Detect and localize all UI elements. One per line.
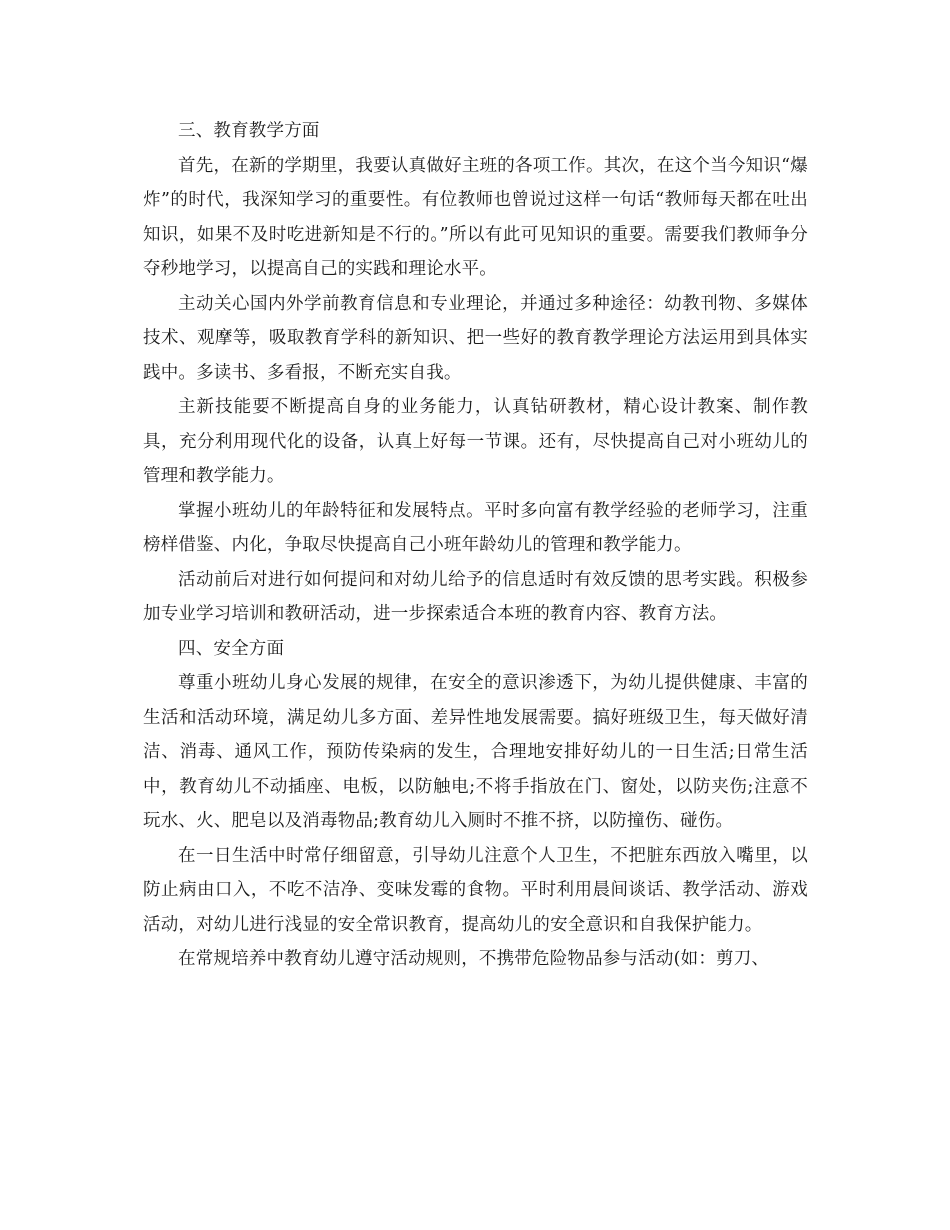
paragraph: 主新技能要不断提高自身的业务能力，认真钻研教材，精心设计教案、制作教具，充分利用现代化的设备，认真上好每一节课。还有，尽快提高自己对小班幼儿的管理和教学能力。 [143,397,808,486]
paragraph: 首先，在新的学期里，我要认真做好主班的各项工作。其次，在这个当今知识“爆炸”的时代，我深知学习的重要性。有位教师也曾说过这样一句话“教师每天都在吐出知识，如果不及时吃进新知是不行的。”所以有此可见知识的重要。需要我们教师争分夺秒地学习，以提高自己的实践和理论水平。 [143,155,808,279]
paragraph: 主动关心国内外学前教育信息和专业理论，并通过多种途径：幼教刊物、多媒体技术、观摩等，吸取教育学科的新知识、把一些好的教育教学理论方法运用到具体实践中。多读书、多看报，不断充实自我。 [143,293,808,383]
paragraph: 在一日生活中时常仔细留意，引导幼儿注意个人卫生，不把脏东西放入嘴里，以防止病由口入，不吃不洁净、变味发霉的食物。平时利用晨间谈话、教学活动、游戏活动，对幼儿进行浅显的安全常识教育，提高幼儿的安全意识和自我保护能力。 [143,845,808,935]
paragraph: 掌握小班幼儿的年龄特征和发展特点。平时多向富有教学经验的老师学习，注重榜样借鉴、内化，争取尽快提高自己小班年龄幼儿的管理和教学能力。 [143,500,808,555]
paragraph: 在常规培养中教育幼儿遵守活动规则，不携带危险物品参与活动(如：剪刀、 [178,949,770,969]
paragraph: 活动前后对进行如何提问和对幼儿给予的信息适时有效反馈的思考实践。积极参加专业学习培训和教研活动，进一步探索适合本班的教育内容、教育方法。 [143,569,808,624]
section-heading-teaching: 三、教育教学方面 [178,121,320,141]
paragraph: 尊重小班幼儿身心发展的规律，在安全的意识渗透下，为幼儿提供健康、丰富的生活和活动环境，满足幼儿多方面、差异性地发展需要。搞好班级卫生，每天做好清洁、消毒、通风工作，预防传染病的发生，合理地安排好幼儿的一日生活;日常生活中，教育幼儿不动插座、电板，以防触电;不将手指放在门、窗处，以防夹伤;注意不玩水、火、肥皂以及消毒物品;教育幼儿入厕时不推不挤，以防撞伤、碰伤。 [143,673,808,831]
section-heading-safety: 四、安全方面 [178,638,285,659]
document-body [143,114,808,977]
